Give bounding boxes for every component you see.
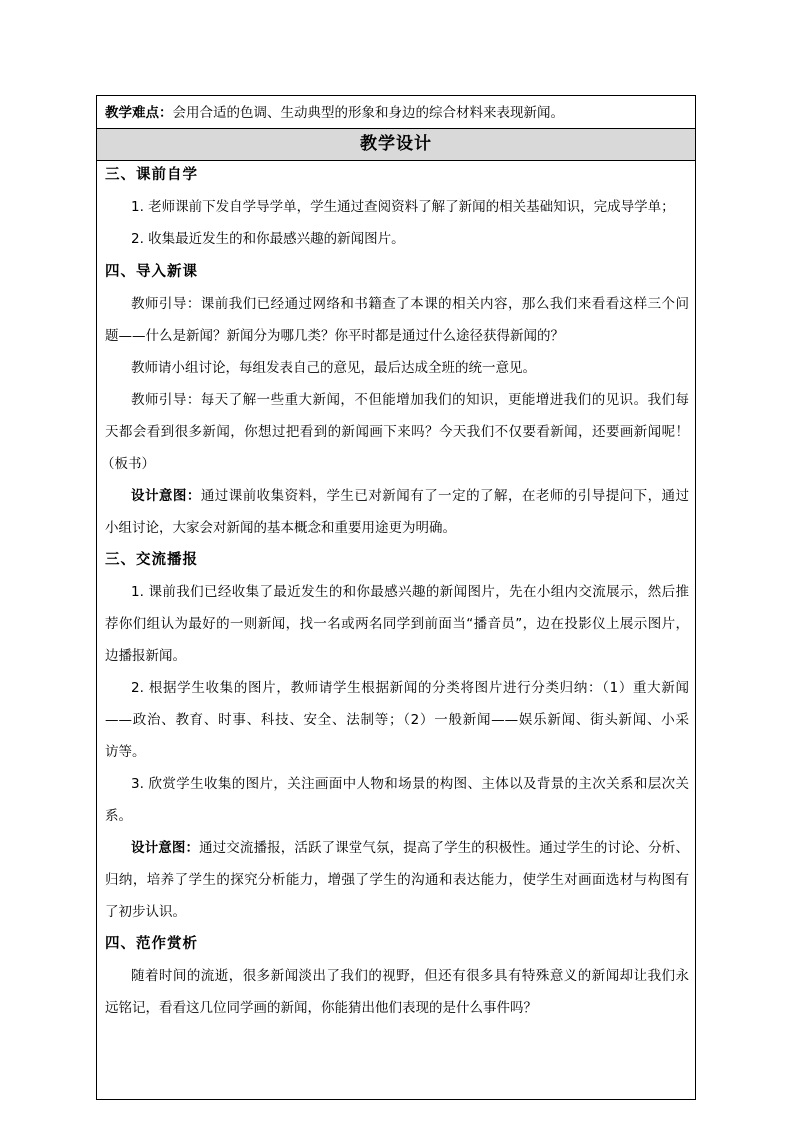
section-heading-appreciation: 四、范作赏析	[105, 936, 198, 952]
broadcast-item-3-line-1: 3. 欣赏学生收集的图片，关注画面中人物和场景的构图、主体以及背景的主次关系和层次关	[131, 776, 689, 792]
intro-paragraph-2: 教师请小组讨论，每组发表自己的意见，最后达成全班的统一意见。	[131, 360, 536, 376]
intro-paragraph-1-line-1: 教师引导：课前我们已经通过网络和书籍查了本课的相关内容，那么我们来看看这样三个问	[131, 296, 689, 312]
difficulty-label: 教学难点：	[105, 105, 173, 121]
preview-item-2: 2. 收集最近发生的和你最感兴趣的新闻图片。	[131, 231, 405, 247]
broadcast-item-1-line-3: 边播报新闻。	[105, 648, 186, 664]
broadcast-item-2-line-1: 2. 根据学生收集的图片，教师请学生根据新闻的分类将图片进行分类归纳：（1）重大新闻	[131, 680, 689, 696]
broadcast-design-intent-line-2: 归纳，培养了学生的探究分析能力，增强了学生的沟通和表达能力，使学生对画面选材与构图有	[105, 872, 689, 888]
intro-paragraph-3-line-3: （板书）	[101, 456, 155, 472]
section-heading-broadcast: 三、交流播报	[105, 552, 198, 568]
intro-paragraph-3-line-1: 教师引导：每天了解一些重大新闻，不但能增加我们的知识，更能增进我们的见识。我们每	[131, 392, 689, 408]
intro-paragraph-1-line-2: 题——什么是新闻？新闻分为哪几类？你平时都是通过什么途径获得新闻的？	[105, 328, 564, 344]
broadcast-design-intent-line-1: 设计意图：通过交流播报，活跃了课堂气氛，提高了学生的积极性。通过学生的讨论、分析、	[131, 840, 689, 856]
section-heading-preview: 三、课前自学	[105, 167, 198, 183]
design-intent-label: 设计意图：	[131, 840, 200, 856]
difficulty-text: 会用合适的色调、生动典型的形象和身边的综合材料来表现新闻。	[172, 105, 564, 121]
design-content-cell	[97, 161, 695, 1099]
appreciation-paragraph-line-1: 随着时间的流逝，很多新闻淡出了我们的视野，但还有很多具有特殊意义的新闻却让我们永	[131, 968, 689, 984]
intro-design-intent-line-1: 设计意图：通过课前收集资料，学生已对新闻有了一定的了解，在老师的引导提问下，通过	[131, 488, 690, 504]
intro-design-intent-line-2: 小组讨论，大家会对新闻的基本概念和重要用途更为明确。	[105, 520, 456, 536]
teaching-difficulty-row	[97, 96, 695, 129]
broadcast-item-2-line-2: ——政治、教育、时事、科技、安全、法制等；（2）一般新闻——娱乐新闻、街头新闻、小采	[105, 712, 689, 728]
intro-paragraph-3-line-2: 天都会看到很多新闻，你想过把看到的新闻画下来吗？今天我们不仅要看新闻，还要画新闻呢！	[105, 424, 689, 440]
preview-item-1: 1. 老师课前下发自学导学单，学生通过查阅资料了解了新闻的相关基础知识，完成导学单；	[131, 199, 675, 215]
broadcast-item-1-line-2: 荐你们组认为最好的一则新闻，找一名或两名同学到前面当“播音员”，边在投影仪上展示图片，	[105, 616, 689, 632]
broadcast-item-3-line-2: 系。	[105, 808, 132, 824]
design-intent-label: 设计意图：	[131, 488, 201, 504]
lesson-plan-table	[96, 95, 696, 1100]
section-heading-intro: 四、导入新课	[105, 264, 198, 280]
design-header: 教学设计	[97, 129, 695, 161]
broadcast-design-intent-line-3: 了初步认识。	[105, 904, 186, 920]
broadcast-item-2-line-3: 访等。	[105, 744, 146, 760]
broadcast-item-1-line-1: 1. 课前我们已经收集了最近发生的和你最感兴趣的新闻图片，先在小组内交流展示，然后推	[131, 584, 689, 600]
appreciation-paragraph-line-2: 远铭记，看看这几位同学画的新闻，你能猜出他们表现的是什么事件吗？	[105, 1000, 537, 1016]
